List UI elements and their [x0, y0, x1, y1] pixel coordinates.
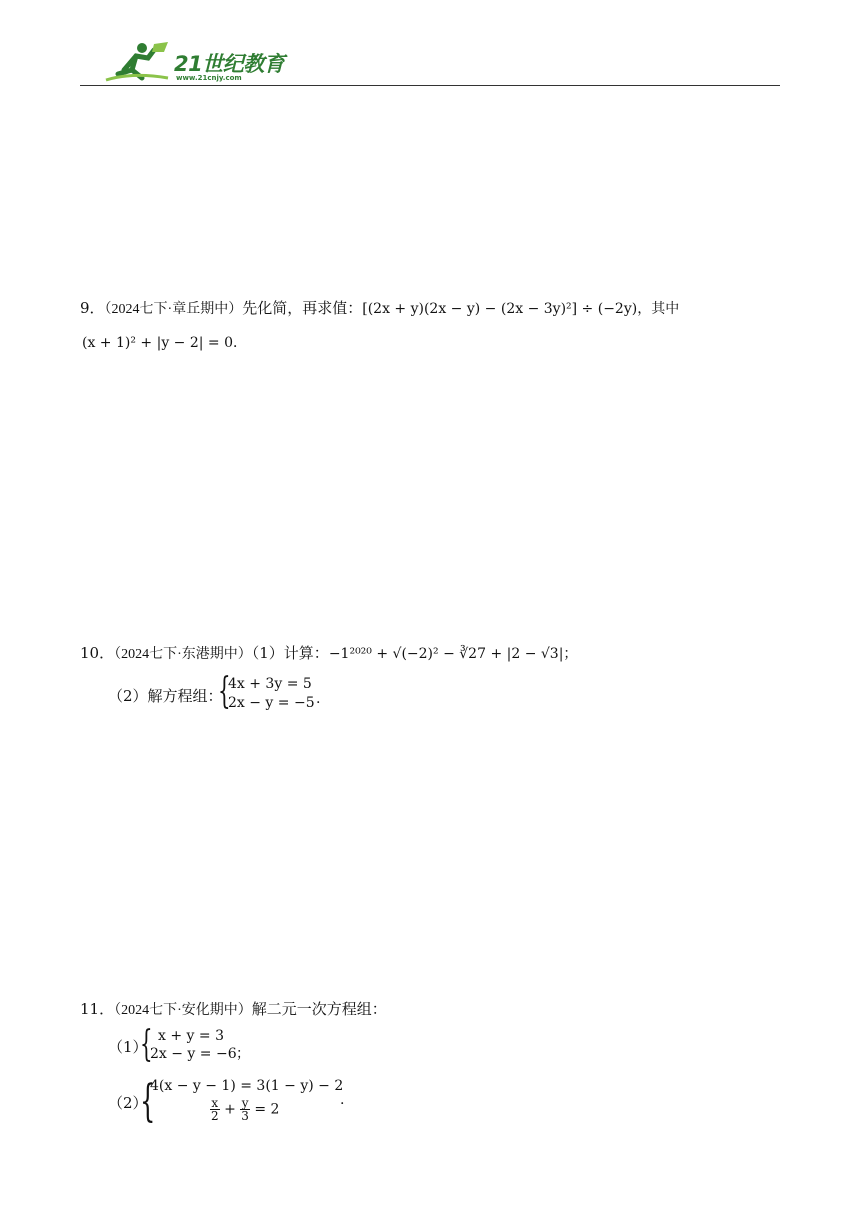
equation-row: x + y = 3: [158, 1028, 224, 1044]
math-expression: −1²⁰²⁰ + √(−2)² − ∛27 + |2 − √3|；: [328, 646, 578, 662]
math-expression: [(2x + y)(2x − y) − (2x − 3y)²] ÷ (−2y)，其中: [362, 301, 680, 317]
part-2-label: （2）: [108, 1094, 148, 1112]
part-label: （2）解方程组：: [108, 687, 223, 705]
problem-number: 11．: [80, 1000, 115, 1018]
equation-row: $\frac{x}{2}$ + $\frac{y}{3}$ = 2: [211, 1096, 280, 1123]
logo-url: www.21cnjy.com: [176, 74, 242, 82]
equation-row: 2x − y = −6: [150, 1046, 237, 1062]
problem-source: （2024七下·安化期中）: [114, 1003, 252, 1018]
problem-10-part-2-label: [108, 685, 223, 706]
problem-11-line-1: [80, 998, 387, 1019]
part-1-label: （1）: [108, 1038, 148, 1056]
equation-row: 4(x − y − 1) = 3(1 − y) − 2: [150, 1078, 344, 1094]
runner-logo-icon: [102, 40, 172, 84]
problem-text: 先化简，再求值：: [242, 299, 363, 317]
system-brace: {: [140, 1076, 156, 1127]
equation-row: 4x + 3y = 5: [228, 676, 312, 692]
problem-9-line-2: [82, 332, 247, 352]
system-brace: {: [140, 1024, 153, 1065]
header-divider: [80, 85, 780, 86]
equation-row: 2x − y = −5: [228, 695, 315, 711]
logo-text: 21世纪教育: [174, 52, 285, 76]
fraction: $\frac{y}{3}$: [241, 1096, 249, 1123]
equation-end: .: [340, 1092, 345, 1108]
part-label: （1）计算：: [251, 644, 329, 662]
problem-text: 解二元一次方程组：: [251, 1000, 387, 1018]
page-header: [80, 40, 780, 88]
fraction: $\frac{x}{2}$: [211, 1096, 219, 1123]
math-expression: (x + 1)² + |y − 2| = 0．: [82, 335, 248, 351]
problem-source: （2024七下·章丘期中）: [104, 302, 243, 317]
logo: [102, 40, 292, 84]
problem-source: （2024七下·东港期中）: [114, 647, 252, 662]
equation-end: ；: [236, 1046, 250, 1062]
problem-number: 9．: [80, 299, 105, 317]
problem-10-part-1: [80, 642, 577, 663]
equation-end: .: [316, 691, 321, 707]
system-brace: {: [218, 671, 231, 712]
problem-number: 10．: [80, 644, 115, 662]
problem-9-line-1: [80, 297, 679, 318]
